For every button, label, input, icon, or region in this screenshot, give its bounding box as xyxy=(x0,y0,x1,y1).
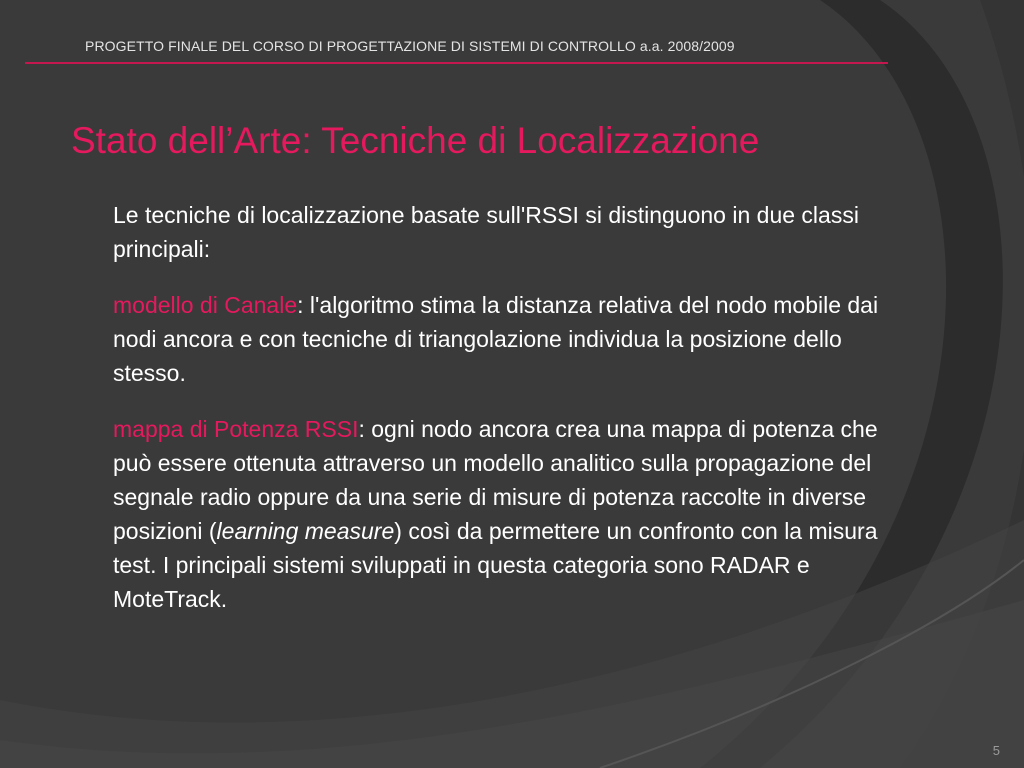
power-map-text-before: : ogni nodo ancora crea una mappa di potenza che può essere ottenuta attraverso un modello analitico sulla propagazione del segnale radio oppure da una serie di misure di potenza raccolte in diverse posizioni ( xyxy=(113,416,878,544)
header-divider xyxy=(25,62,888,64)
power-map-text-after: ) così da permettere un confronto con la misura test. I principali sistemi sviluppati in questa categoria sono RADAR e MoteTrack. xyxy=(113,518,878,612)
power-map-italic: learning measure xyxy=(216,518,395,544)
slide-body xyxy=(113,198,893,638)
slide-title: Stato dell’Arte: Tecniche di Localizzazione xyxy=(71,120,760,161)
power-map-paragraph xyxy=(113,412,893,616)
channel-paragraph xyxy=(113,288,893,390)
header-text: PROGETTO FINALE DEL CORSO DI PROGETTAZIONE DI SISTEMI DI CONTROLLO a.a. 2008/2009 xyxy=(85,38,735,54)
intro-paragraph: Le tecniche di localizzazione basate sull'RSSI si distinguono in due classi principali: xyxy=(113,202,859,262)
power-map-term: mappa di Potenza RSSI xyxy=(113,416,359,442)
page-number: 5 xyxy=(992,743,1000,758)
channel-term: modello di Canale xyxy=(113,292,298,318)
channel-text: : l'algoritmo stima la distanza relativa del nodo mobile dai nodi ancora e con tecniche di triangolazione individua la posizione dello stesso. xyxy=(113,292,879,386)
